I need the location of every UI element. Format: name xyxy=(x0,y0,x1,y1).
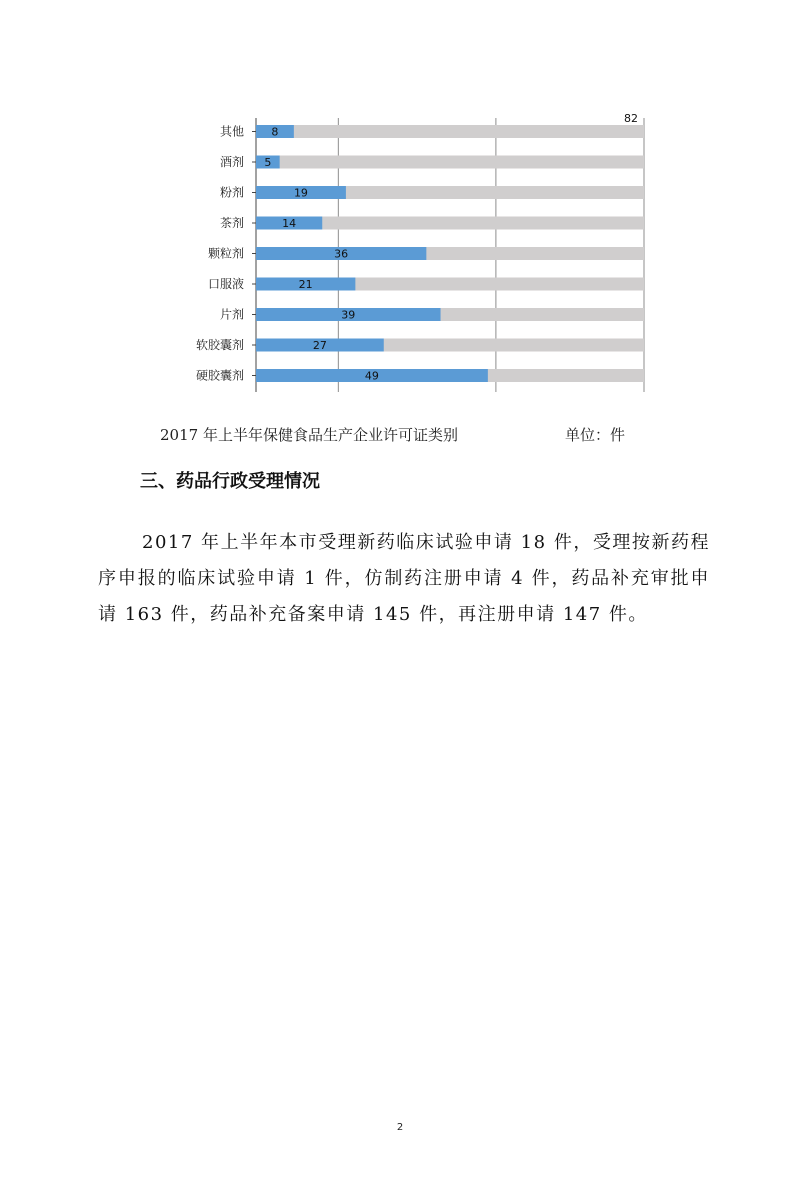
category-label: 粉剂 xyxy=(219,185,244,200)
value-label: 5 xyxy=(264,156,272,169)
chart-caption-title: 2017 年上半年保健食品生产企业许可证类别 xyxy=(160,426,458,444)
value-label: 21 xyxy=(298,278,313,291)
background-bar xyxy=(256,125,644,138)
category-label: 片剂 xyxy=(219,307,244,322)
section-heading: 三、药品行政受理情况 xyxy=(140,471,320,492)
value-label: 49 xyxy=(364,369,379,383)
value-label: 14 xyxy=(282,217,297,230)
category-label: 其他 xyxy=(219,124,244,139)
page-number: 2 xyxy=(396,1122,404,1133)
category-label: 硬胶囊剂 xyxy=(195,368,244,383)
chart-caption xyxy=(160,424,660,445)
background-total-label: 82 xyxy=(624,112,638,125)
chart-caption-unit: 单位：件 xyxy=(565,426,626,444)
background-bar xyxy=(256,156,644,169)
license-category-bar-chart xyxy=(0,0,800,420)
value-label: 39 xyxy=(341,308,356,322)
category-label: 颗粒剂 xyxy=(207,246,244,261)
value-label: 19 xyxy=(293,186,308,200)
section-paragraph: 2017 年上半年本市受理新药临床试验申请 18 件，受理按新药程序申报的临床试验申请 1 件，仿制药注册申请 4 件，药品补充审批申请 163 件，药品补充备案申请 145 件，再注册申请 147 件。 xyxy=(98,532,710,625)
category-label: 软胶囊剂 xyxy=(195,338,244,352)
value-label: 8 xyxy=(271,125,279,139)
value-label: 27 xyxy=(312,339,327,352)
category-label: 酒剂 xyxy=(219,155,244,169)
category-label: 口服液 xyxy=(207,277,244,291)
category-label: 茶剂 xyxy=(219,216,244,230)
value-label: 36 xyxy=(334,247,349,261)
